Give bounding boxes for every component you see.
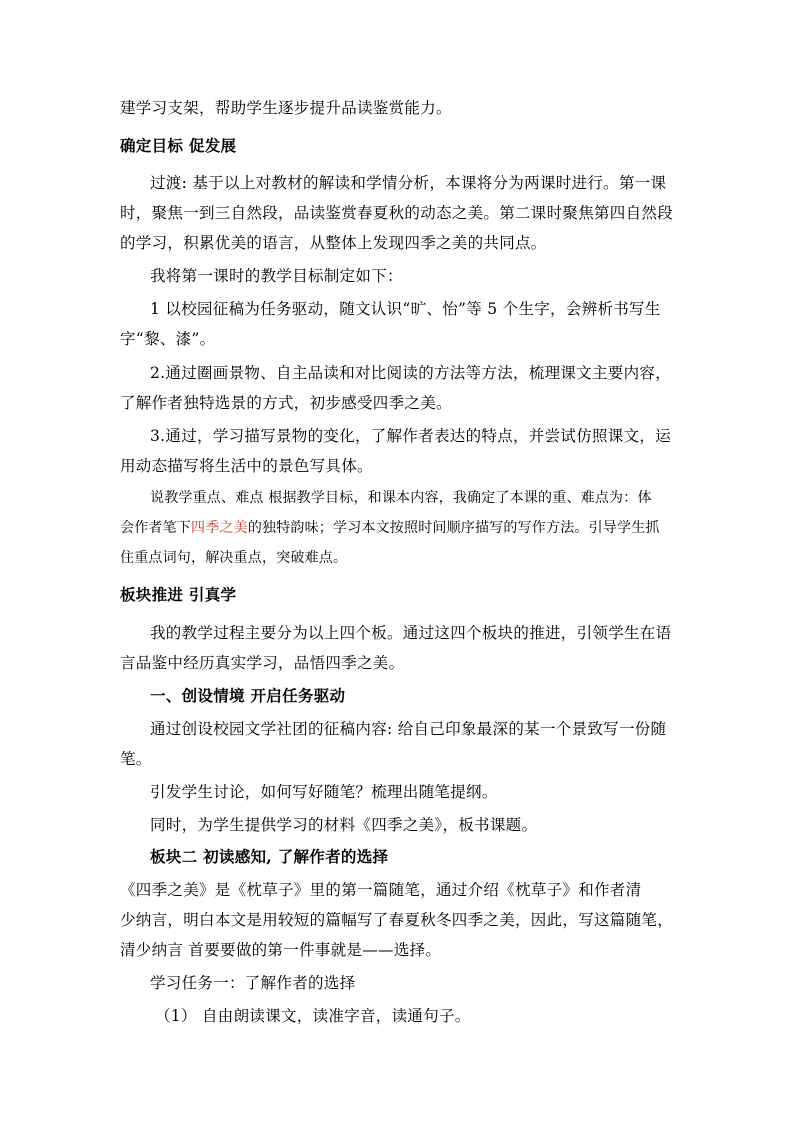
text-line: （1） 自由朗读课文，读准字音，读通句子。 xyxy=(155,1007,471,1025)
text-line: 同时，为学生提供学习的材料《四季之美》，板书课题。 xyxy=(150,816,538,834)
text-line: 了解作者独特选景的方式，初步感受四季之美。 xyxy=(120,394,452,412)
text-line: 时，聚焦一到三自然段，品读鉴赏春夏秋的动态之美。第二课时聚焦第四自然段 xyxy=(120,204,674,222)
text-line-with-highlight: 会作者笔下四季之美的独特韵味；学习本文按照时间顺序描写的写作方法。引导学生抓 xyxy=(120,520,660,536)
highlighted-phrase: 四季之美 xyxy=(191,520,248,536)
text-line: 用动态描写将生活中的景色写具体。 xyxy=(120,457,373,475)
text-line: 建学习支架，帮助学生逐步提升品读鉴赏能力。 xyxy=(120,99,452,117)
text-line: 过渡: 基于以上对教材的解读和学情分析，本课将分为两课时进行。第一课 xyxy=(150,174,667,192)
subsection-heading: 板块二 初读感知, 了解作者的选择 xyxy=(150,847,389,866)
section-heading: 板块推进 引真学 xyxy=(120,585,237,604)
text-line: 引发学生讨论，如何写好随笔？梳理出随笔提纲。 xyxy=(150,783,498,801)
text-line: 1 以校园征稿为任务驱动，随文认识“旷、怡”等 5 个生字，会辨析书写生 xyxy=(150,300,661,318)
subsection-heading: 一、创设情境 开启任务驱动 xyxy=(150,686,346,705)
text-line: 《四季之美》是《枕草子》里的第一篇随笔，通过介绍《枕草子》和作者清 xyxy=(120,881,642,899)
text-line: 清少纳言 首要要做的第一件事就是——选择。 xyxy=(120,941,442,959)
text-line: 我的教学过程主要分为以上四个板。通过这四个板块的推进，引领学生在语 xyxy=(150,624,672,642)
text-line: 说教学重点、难点 根据教学目标，和课本内容，我确定了本课的重、难点为：体 xyxy=(150,490,652,506)
text-line: 笔。 xyxy=(120,750,152,768)
text-line: 学习任务一：了解作者的选择 xyxy=(150,974,356,992)
text-line: 少纳言，明白本文是用较短的篇幅写了春夏秋冬四季之美，因此，写这篇随笔， xyxy=(120,911,674,929)
text-line: 3.通过，学习描写景物的变化，了解作者表达的特点，并尝试仿照课文，运 xyxy=(150,427,671,445)
text-line: 的学习，积累优美的语言，从整体上发现四季之美的共同点。 xyxy=(120,234,547,252)
text-line: 通过创设校园文学社团的征稿内容: 给自己印象最深的某一个景致写一份随 xyxy=(150,720,667,738)
text-line: 住重点词句，解决重点，突破难点。 xyxy=(120,550,348,566)
text-line: 2.通过圈画景物、自主品读和对比阅读的方法等方法，梳理课文主要内容， xyxy=(150,364,671,382)
text-line: 言品鉴中经历真实学习，品悟四季之美。 xyxy=(120,654,405,672)
text-line: 我将第一课时的教学目标制定如下： xyxy=(150,267,403,285)
text-line: 字“黎、漆”。 xyxy=(120,330,216,348)
section-heading: 确定目标 促发展 xyxy=(120,136,237,155)
